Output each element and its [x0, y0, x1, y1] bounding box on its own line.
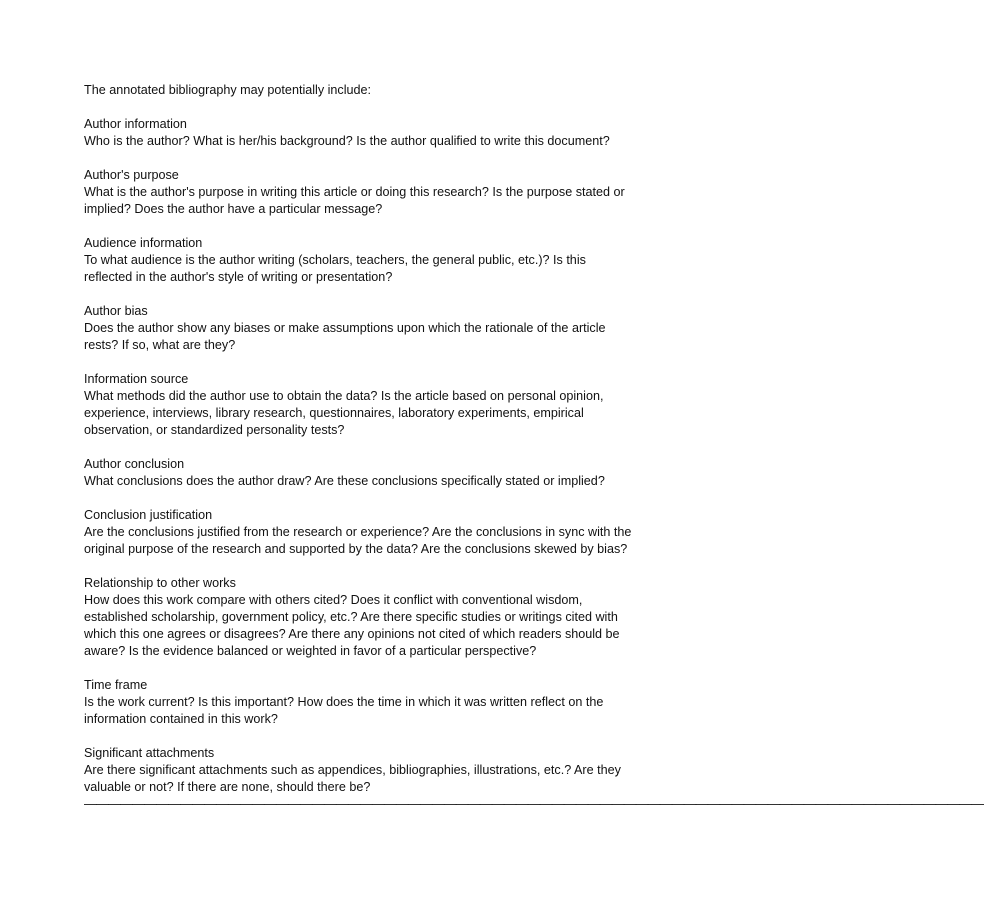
- section-body: How does this work compare with others cited? Does it conflict with conventional wisdom, established scholarship, government policy, etc.? Are there specific studies or writings cited with which this one agrees or disagrees? Are there any opinions not cited of which readers should be aware? Is the evidence balanced or weighted in favor of a particular perspective?: [84, 593, 620, 658]
- section-relationship-to-other-works: [84, 575, 634, 660]
- intro-text: The annotated bibliography may potentially include:: [84, 83, 372, 97]
- section-title: Information source: [84, 372, 189, 386]
- section-body: Who is the author? What is her/his background? Is the author qualified to write this document?: [84, 134, 610, 148]
- section-author-information: [84, 116, 634, 150]
- section-body: Does the author show any biases or make assumptions upon which the rationale of the article rests? If so, what are they?: [84, 321, 606, 352]
- section-body: To what audience is the author writing (scholars, teachers, the general public, etc.)? Is this reflected in the author's style of writing or presentation?: [84, 253, 586, 284]
- section-audience-information: [84, 235, 634, 286]
- section-body: What conclusions does the author draw? Are these conclusions specifically stated or implied?: [84, 474, 605, 488]
- section-significant-attachments: [84, 745, 634, 796]
- section-title: Time frame: [84, 678, 148, 692]
- section-title: Relationship to other works: [84, 576, 236, 590]
- section-body: What methods did the author use to obtain the data? Is the article based on personal opinion, experience, interviews, library research, questionnaires, laboratory experiments, empirical observation, or standardized personality tests?: [84, 389, 604, 437]
- section-time-frame: [84, 677, 634, 728]
- section-title: Significant attachments: [84, 746, 215, 760]
- section-information-source: [84, 371, 634, 439]
- section-title: Audience information: [84, 236, 203, 250]
- section-author-conclusion: [84, 456, 634, 490]
- section-title: Author's purpose: [84, 168, 179, 182]
- section-author-bias: [84, 303, 634, 354]
- section-authors-purpose: [84, 167, 634, 218]
- section-body: Is the work current? Is this important? How does the time in which it was written reflect on the information contained in this work?: [84, 695, 604, 726]
- section-title: Conclusion justification: [84, 508, 213, 522]
- section-body: Are there significant attachments such as appendices, bibliographies, illustrations, etc.? Are they valuable or not? If there are none, should there be?: [84, 763, 621, 794]
- section-title: Author bias: [84, 304, 148, 318]
- section-body: What is the author's purpose in writing this article or doing this research? Is the purpose stated or implied? Does the author have a particular message?: [84, 185, 625, 216]
- section-conclusion-justification: [84, 507, 634, 558]
- section-title: Author information: [84, 117, 187, 131]
- section-title: Author conclusion: [84, 457, 185, 471]
- separator-line: ———————————————————————————————————————————————————————————————————————————: [84, 797, 984, 811]
- document-page: [84, 82, 984, 813]
- section-body: Are the conclusions justified from the research or experience? Are the conclusions in sync with the original purpose of the research and supported by the data? Are the conclusions skewed by bias?: [84, 525, 632, 556]
